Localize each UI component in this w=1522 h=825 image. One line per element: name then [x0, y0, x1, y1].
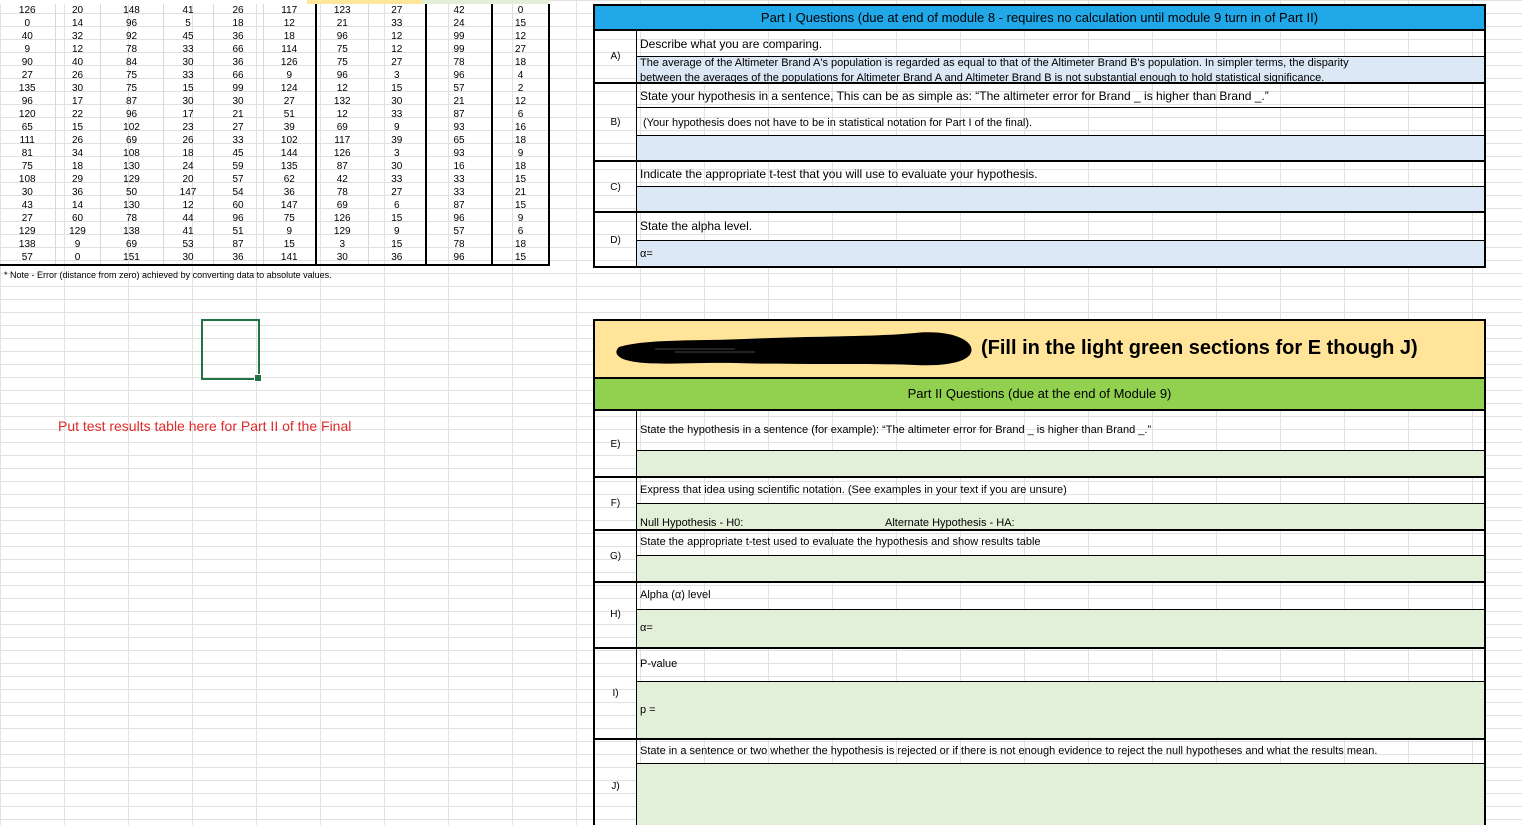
table-row — [0, 69, 549, 82]
table-row — [0, 251, 549, 265]
table-cell[interactable]: 23 — [163, 121, 213, 134]
data-table — [0, 0, 550, 266]
table-cell[interactable]: 126 — [0, 4, 55, 17]
table-cell[interactable]: 78 — [100, 212, 163, 225]
table-cell[interactable]: 99 — [213, 82, 263, 95]
table-cell[interactable]: 57 — [426, 82, 492, 95]
table-cell[interactable]: 45 — [213, 147, 263, 160]
table-cell[interactable]: 33 — [368, 173, 426, 186]
table-cell[interactable]: 87 — [426, 108, 492, 121]
answer-h-field[interactable] — [637, 610, 1484, 647]
table-cell[interactable]: 148 — [100, 4, 163, 17]
table-cell[interactable]: 12 — [163, 199, 213, 212]
table-cell[interactable]: 12 — [368, 43, 426, 56]
table-cell[interactable]: 15 — [368, 82, 426, 95]
table-cell[interactable]: 21 — [316, 17, 368, 30]
table-cell[interactable]: 15 — [492, 173, 549, 186]
table-cell[interactable]: 18 — [492, 134, 549, 147]
redaction-scribble — [615, 327, 975, 369]
table-cell[interactable]: 33 — [368, 17, 426, 30]
table-cell[interactable]: 108 — [100, 147, 163, 160]
table-cell[interactable]: 21 — [213, 108, 263, 121]
label-b: B) — [610, 117, 621, 128]
table-cell[interactable]: 50 — [100, 186, 163, 199]
question-a: Describe what you are comparing. — [640, 37, 823, 51]
answer-d-field[interactable] — [637, 241, 1484, 266]
label-d: D) — [610, 235, 621, 246]
table-row — [0, 173, 549, 186]
table-cell[interactable]: 132 — [316, 95, 368, 108]
answer-c-field[interactable] — [637, 187, 1484, 211]
table-cell[interactable]: 45 — [163, 30, 213, 43]
table-cell[interactable]: 9 — [0, 43, 55, 56]
table-cell[interactable]: 40 — [0, 30, 55, 43]
table-cell[interactable]: 12 — [368, 30, 426, 43]
table-cell[interactable]: 36 — [213, 251, 263, 265]
table-cell[interactable]: 96 — [426, 212, 492, 225]
table-cell[interactable]: 75 — [316, 56, 368, 69]
part2-title-banner — [593, 319, 1486, 379]
part2-title-text: (Fill in the light green sections for E though J) — [981, 337, 1418, 359]
table-cell[interactable]: 6 — [368, 199, 426, 212]
table-cell[interactable]: 9 — [263, 69, 316, 82]
part1-left-border — [593, 31, 595, 268]
answer-b-field[interactable] — [637, 136, 1484, 160]
row-line — [595, 738, 1485, 740]
part1-right-border — [1484, 31, 1486, 268]
table-cell[interactable]: 129 — [316, 225, 368, 238]
table-cell[interactable]: 87 — [316, 160, 368, 173]
label-j: J) — [611, 781, 620, 792]
table-cell[interactable]: 69 — [316, 199, 368, 212]
table-cell[interactable]: 75 — [100, 82, 163, 95]
table-cell[interactable]: 12 — [492, 30, 549, 43]
table-cell[interactable]: 36 — [55, 186, 100, 199]
table-cell[interactable]: 30 — [163, 95, 213, 108]
table-cell[interactable]: 126 — [316, 212, 368, 225]
table-row — [0, 4, 549, 17]
table-cell[interactable]: 16 — [426, 160, 492, 173]
table-cell[interactable]: 123 — [316, 4, 368, 17]
table-row — [0, 56, 549, 69]
table-cell[interactable]: 29 — [55, 173, 100, 186]
table-row — [0, 199, 549, 212]
row-line — [595, 160, 1485, 162]
table-cell[interactable]: 66 — [213, 43, 263, 56]
table-cell[interactable]: 96 — [426, 251, 492, 265]
question-e: State the hypothesis in a sentence (for example): “The altimeter error for Brand _ is higher than Brand _.” — [640, 424, 1152, 436]
table-cell[interactable]: 18 — [263, 30, 316, 43]
table-cell[interactable]: 147 — [263, 199, 316, 212]
table-cell[interactable]: 126 — [263, 56, 316, 69]
table-cell[interactable]: 65 — [426, 134, 492, 147]
table-cell[interactable]: 135 — [0, 82, 55, 95]
table-cell[interactable]: 99 — [426, 30, 492, 43]
label-f: F) — [610, 498, 621, 509]
table-cell[interactable]: 75 — [0, 160, 55, 173]
question-h: Alpha (α) level — [640, 589, 711, 601]
question-j: State in a sentence or two whether the hypothesis is rejected or if there is not enough evidence to reject the null hypotheses and what the results mean. — [640, 745, 1378, 757]
table-row — [0, 95, 549, 108]
table-cell[interactable]: 102 — [100, 121, 163, 134]
fill-handle[interactable] — [254, 374, 262, 382]
table-cell[interactable]: 3 — [368, 147, 426, 160]
table-cell[interactable]: 27 — [368, 4, 426, 17]
table-cell[interactable]: 114 — [263, 43, 316, 56]
table-row — [0, 134, 549, 147]
table-cell[interactable]: 3 — [368, 69, 426, 82]
table-cell[interactable]: 144 — [263, 147, 316, 160]
table-row — [0, 186, 549, 199]
table-cell[interactable]: 129 — [100, 173, 163, 186]
table-cell[interactable]: 18 — [213, 17, 263, 30]
row-line — [595, 647, 1485, 649]
table-cell[interactable]: 27 — [213, 121, 263, 134]
selected-cell[interactable] — [201, 319, 260, 380]
table-cell[interactable]: 17 — [163, 108, 213, 121]
table-row — [0, 225, 549, 238]
question-c: Indicate the appropriate t-test that you will use to evaluate your hypothesis. — [640, 167, 1038, 181]
table-cell[interactable]: 9 — [492, 212, 549, 225]
table-cell[interactable]: 0 — [0, 17, 55, 30]
table-cell[interactable]: 15 — [492, 251, 549, 265]
table-cell[interactable]: 40 — [55, 56, 100, 69]
table-cell[interactable]: 96 — [426, 69, 492, 82]
table-cell[interactable]: 36 — [368, 251, 426, 265]
table-cell[interactable]: 18 — [492, 56, 549, 69]
table-cell[interactable]: 33 — [426, 173, 492, 186]
table-cell[interactable]: 18 — [492, 238, 549, 251]
table-cell[interactable]: 18 — [492, 160, 549, 173]
table-cell[interactable]: 26 — [163, 134, 213, 147]
table-cell[interactable]: 0 — [55, 251, 100, 265]
table-cell[interactable]: 15 — [55, 121, 100, 134]
table-cell[interactable]: 27 — [0, 212, 55, 225]
table-cell[interactable]: 130 — [100, 199, 163, 212]
row-line — [595, 529, 1485, 531]
table-cell[interactable]: 9 — [263, 225, 316, 238]
table-cell[interactable]: 102 — [263, 134, 316, 147]
answer-a-field[interactable] — [637, 57, 1484, 82]
table-cell[interactable]: 30 — [368, 95, 426, 108]
table-cell[interactable]: 135 — [263, 160, 316, 173]
row-line — [595, 581, 1485, 583]
results-table-placeholder: Put test results table here for Part II of the Final — [58, 418, 352, 434]
table-cell[interactable]: 18 — [163, 147, 213, 160]
table-row — [0, 121, 549, 134]
answer-d-text: α= — [640, 248, 653, 260]
table-cell[interactable]: 59 — [213, 160, 263, 173]
table-cell[interactable]: 26 — [213, 4, 263, 17]
question-b: State your hypothesis in a sentence, This can be as simple as: “The altimeter error for Brand _ is higher than Brand _.” — [640, 89, 1269, 103]
table-row — [0, 30, 549, 43]
table-cell[interactable]: 6 — [492, 225, 549, 238]
row-line — [595, 211, 1485, 213]
label-c: C) — [610, 182, 621, 193]
table-cell[interactable]: 69 — [100, 134, 163, 147]
table-cell[interactable]: 34 — [55, 147, 100, 160]
table-cell[interactable]: 93 — [426, 147, 492, 160]
table-cell[interactable]: 22 — [55, 108, 100, 121]
label-i: I) — [612, 688, 619, 699]
table-cell[interactable]: 6 — [492, 108, 549, 121]
table-cell[interactable]: 24 — [163, 160, 213, 173]
part1-header: Part I Questions (due at end of module 8 - requires no calculation until module 9 turn in of Part II) — [593, 4, 1486, 31]
altimeter-data-grid — [0, 4, 550, 266]
label-e: E) — [610, 439, 621, 450]
table-cell[interactable]: 26 — [55, 134, 100, 147]
table-cell[interactable]: 90 — [0, 56, 55, 69]
table-cell[interactable]: 43 — [0, 199, 55, 212]
table-cell[interactable]: 27 — [368, 186, 426, 199]
table-cell[interactable]: 78 — [100, 43, 163, 56]
table-cell[interactable]: 41 — [163, 225, 213, 238]
table-cell[interactable]: 20 — [163, 173, 213, 186]
table-cell[interactable]: 111 — [0, 134, 55, 147]
question-b-sub: (Your hypothesis does not have to be in statistical notation for Part I of the final). — [643, 117, 1033, 129]
table-cell[interactable]: 16 — [492, 121, 549, 134]
table-cell[interactable]: 42 — [426, 4, 492, 17]
answer-j-field[interactable] — [637, 764, 1484, 825]
label-h: H) — [610, 609, 621, 620]
table-cell[interactable]: 18 — [55, 160, 100, 173]
table-cell[interactable]: 15 — [163, 82, 213, 95]
table-row — [0, 43, 549, 56]
table-row — [0, 17, 549, 30]
table-cell[interactable]: 117 — [263, 4, 316, 17]
answer-f-field[interactable] — [637, 504, 1484, 529]
table-cell[interactable]: 75 — [316, 43, 368, 56]
data-note: * Note - Error (distance from zero) achieved by converting data to absolute values. — [4, 270, 332, 280]
table-cell[interactable]: 9 — [492, 147, 549, 160]
table-cell[interactable]: 117 — [316, 134, 368, 147]
table-cell[interactable]: 14 — [55, 17, 100, 30]
table-cell[interactable]: 60 — [213, 199, 263, 212]
table-cell[interactable]: 138 — [0, 238, 55, 251]
label-g: G) — [609, 551, 622, 562]
table-row — [0, 147, 549, 160]
table-cell[interactable]: 65 — [0, 121, 55, 134]
row-line — [637, 107, 1485, 108]
answer-i-field[interactable] — [637, 682, 1484, 738]
table-cell[interactable]: 15 — [368, 212, 426, 225]
table-cell[interactable]: 129 — [55, 225, 100, 238]
label-a: A) — [610, 51, 621, 62]
table-cell[interactable]: 33 — [368, 108, 426, 121]
table-cell[interactable]: 27 — [368, 56, 426, 69]
table-cell[interactable]: 41 — [163, 4, 213, 17]
table-row — [0, 160, 549, 173]
table-cell[interactable]: 15 — [368, 238, 426, 251]
table-cell[interactable]: 14 — [55, 199, 100, 212]
table-cell[interactable]: 141 — [263, 251, 316, 265]
table-cell[interactable]: 126 — [316, 147, 368, 160]
table-cell[interactable]: 99 — [426, 43, 492, 56]
null-hypothesis-label: Null Hypothesis - H0: — [640, 517, 744, 529]
question-d: State the alpha level. — [640, 219, 753, 233]
table-cell[interactable]: 96 — [100, 17, 163, 30]
table-cell[interactable]: 27 — [0, 69, 55, 82]
table-cell[interactable]: 24 — [426, 17, 492, 30]
table-cell[interactable]: 66 — [213, 69, 263, 82]
table-cell[interactable]: 17 — [55, 95, 100, 108]
question-f: Express that idea using scientific notation. (See examples in your text if you are unsure) — [640, 484, 1067, 496]
table-cell[interactable]: 9 — [368, 121, 426, 134]
table-cell[interactable]: 138 — [100, 225, 163, 238]
table-cell[interactable]: 21 — [426, 95, 492, 108]
table-cell[interactable]: 60 — [55, 212, 100, 225]
table-cell[interactable]: 108 — [0, 173, 55, 186]
table-cell[interactable]: 81 — [0, 147, 55, 160]
table-cell[interactable]: 15 — [492, 199, 549, 212]
table-cell[interactable]: 57 — [426, 225, 492, 238]
table-cell[interactable]: 33 — [163, 43, 213, 56]
table-cell[interactable]: 9 — [55, 238, 100, 251]
table-row — [0, 212, 549, 225]
table-cell[interactable]: 33 — [163, 69, 213, 82]
answer-e-field[interactable] — [637, 451, 1484, 476]
answer-i-text: p = — [640, 704, 656, 716]
table-cell[interactable]: 87 — [213, 238, 263, 251]
table-cell[interactable]: 96 — [0, 95, 55, 108]
answer-a-line2: between the averages of the populations for Altimeter Brand A and Altimeter Brand B is not substantial enough to hold statistical significance. — [640, 72, 1325, 82]
row-line — [593, 266, 1486, 268]
table-cell[interactable]: 27 — [492, 43, 549, 56]
table-cell[interactable]: 30 — [0, 186, 55, 199]
table-cell[interactable]: 30 — [163, 56, 213, 69]
table-cell[interactable]: 12 — [263, 17, 316, 30]
table-cell[interactable]: 30 — [163, 251, 213, 265]
table-cell[interactable]: 12 — [316, 82, 368, 95]
table-cell[interactable]: 57 — [0, 251, 55, 265]
table-cell[interactable]: 12 — [316, 108, 368, 121]
table-cell[interactable]: 78 — [426, 56, 492, 69]
table-cell[interactable]: 0 — [492, 4, 549, 17]
table-cell[interactable]: 96 — [213, 212, 263, 225]
table-cell[interactable]: 53 — [163, 238, 213, 251]
table-cell[interactable]: 75 — [100, 69, 163, 82]
table-cell[interactable]: 39 — [368, 134, 426, 147]
table-cell[interactable]: 32 — [55, 30, 100, 43]
table-cell[interactable]: 12 — [55, 43, 100, 56]
table-cell[interactable]: 30 — [213, 95, 263, 108]
table-cell[interactable]: 15 — [263, 238, 316, 251]
row-line — [595, 82, 1485, 84]
answer-a-line1: The average of the Altimeter Brand A's population is regarded as equal to that of the Altimeter Brand B's population. In simpler terms, the disparity — [640, 57, 1349, 69]
table-cell[interactable]: 5 — [163, 17, 213, 30]
table-cell[interactable]: 84 — [100, 56, 163, 69]
table-cell[interactable]: 12 — [492, 95, 549, 108]
table-cell[interactable]: 129 — [0, 225, 55, 238]
table-cell[interactable]: 44 — [163, 212, 213, 225]
table-cell[interactable]: 51 — [263, 108, 316, 121]
table-cell[interactable]: 26 — [55, 69, 100, 82]
table-cell[interactable]: 9 — [368, 225, 426, 238]
table-cell[interactable]: 27 — [263, 95, 316, 108]
table-cell[interactable]: 2 — [492, 82, 549, 95]
table-cell[interactable]: 78 — [316, 186, 368, 199]
table-cell[interactable]: 36 — [213, 56, 263, 69]
table-cell[interactable]: 96 — [316, 69, 368, 82]
table-cell[interactable]: 33 — [426, 186, 492, 199]
table-cell[interactable]: 39 — [263, 121, 316, 134]
table-cell[interactable]: 87 — [100, 95, 163, 108]
table-cell[interactable]: 20 — [55, 4, 100, 17]
table-cell[interactable]: 51 — [213, 225, 263, 238]
part2-header: Part II Questions (due at the end of Module 9) — [593, 379, 1486, 411]
table-cell[interactable]: 92 — [100, 30, 163, 43]
table-cell[interactable]: 42 — [316, 173, 368, 186]
table-cell[interactable]: 96 — [100, 108, 163, 121]
table-cell[interactable]: 75 — [263, 212, 316, 225]
table-cell[interactable]: 30 — [55, 82, 100, 95]
table-cell[interactable]: 36 — [213, 30, 263, 43]
table-cell[interactable]: 93 — [426, 121, 492, 134]
table-cell[interactable]: 69 — [100, 238, 163, 251]
table-cell[interactable]: 87 — [426, 199, 492, 212]
question-g: State the appropriate t-test used to evaluate the hypothesis and show results table — [640, 536, 1041, 548]
table-cell[interactable]: 147 — [163, 186, 213, 199]
table-cell[interactable]: 15 — [492, 17, 549, 30]
table-cell[interactable]: 69 — [316, 121, 368, 134]
table-cell[interactable]: 120 — [0, 108, 55, 121]
table-cell[interactable]: 62 — [263, 173, 316, 186]
table-cell[interactable]: 151 — [100, 251, 163, 265]
table-cell[interactable]: 33 — [213, 134, 263, 147]
table-cell[interactable]: 124 — [263, 82, 316, 95]
alternate-hypothesis-label: Alternate Hypothesis - HA: — [885, 517, 1015, 529]
answer-g-field[interactable] — [637, 556, 1484, 581]
answer-h-text: α= — [640, 622, 653, 634]
question-i: P-value — [640, 658, 678, 670]
table-row — [0, 108, 549, 121]
table-row — [0, 82, 549, 95]
table-cell[interactable]: 96 — [316, 30, 368, 43]
table-cell[interactable]: 30 — [316, 251, 368, 265]
row-line — [595, 476, 1485, 478]
table-cell[interactable]: 78 — [426, 238, 492, 251]
table-cell[interactable]: 54 — [213, 186, 263, 199]
table-row — [0, 238, 549, 251]
table-cell[interactable]: 30 — [368, 160, 426, 173]
table-cell[interactable]: 3 — [316, 238, 368, 251]
table-cell[interactable]: 21 — [492, 186, 549, 199]
table-cell[interactable]: 36 — [263, 186, 316, 199]
table-cell[interactable]: 130 — [100, 160, 163, 173]
table-cell[interactable]: 4 — [492, 69, 549, 82]
table-cell[interactable]: 57 — [213, 173, 263, 186]
